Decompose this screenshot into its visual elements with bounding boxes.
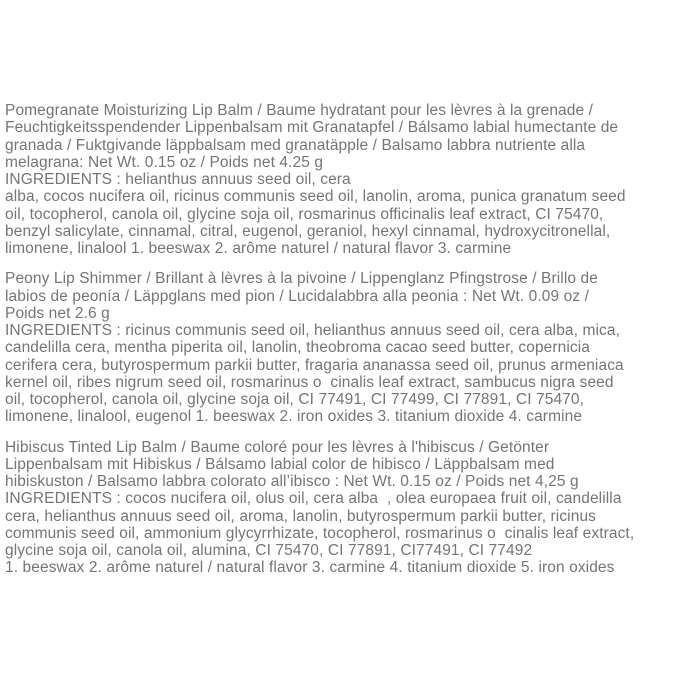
text-line: melagrana: Net Wt. 0.15 oz / Poids net 4.25 g — [5, 153, 324, 171]
text-line: cera, helianthus annuus seed oil, aroma, lanolin, butyrospermum parkii butter, ricinus — [5, 507, 597, 525]
text-line: alba, cocos nucifera oil, ricinus communis seed oil, lanolin, aroma, punica granatum seed — [5, 188, 626, 206]
product-label-hibiscus-tinted-lip-balm — [5, 439, 679, 577]
text-line: INGREDIENTS : cocos nucifera oil, olus oil, cera alba , olea europaea fruit oil, candelilla — [5, 490, 622, 508]
text-line: Lippenbalsam mit Hibiskus / Bálsamo labial color de hibisco / Läppbalsam med — [5, 455, 555, 473]
text-line: Hibiscus Tinted Lip Balm / Baume coloré pour les lèvres à l'hibiscus / Getönter — [5, 438, 550, 456]
text-line: benzyl salicylate, cinnamal, citral, eugenol, geraniol, hexyl cinnamal, hydroxycitronellal, — [5, 222, 611, 240]
text-line: Peony Lip Shimmer / Brillant à lèvres à la pivoine / Lippenglanz Pfingstrose / Brillo de — [5, 270, 598, 288]
text-line: cerifera cera, butyrospermum parkii butter, fragaria ananassa seed oil, prunus armeniaca — [5, 356, 624, 374]
text-line: INGREDIENTS : helianthus annuus seed oil, cera — [5, 171, 351, 188]
text-line: labios de peonía / Läppglans med pion / Lucidalabbra alla peonia : Net Wt. 0.09 oz / — [5, 287, 590, 305]
text-line: Poids net 2.6 g — [5, 304, 110, 322]
text-line: Pomegranate Moisturizing Lip Balm / Baume hydratant pour les lèvres à la grenade / — [5, 102, 594, 119]
text-line: INGREDIENTS : ricinus communis seed oil, helianthus annuus seed oil, cera alba, mica, — [5, 322, 620, 339]
text-line: 1. beeswax 2. arôme naturel / natural flavor 3. carmine 4. titanium dioxide 5. iron oxides — [5, 559, 615, 577]
text-line: Feuchtigkeitsspendender Lippenbalsam mit Granatapfel / Bálsamo labial humectante de — [5, 119, 619, 137]
product-label-sheet — [5, 102, 679, 590]
text-line: granada / Fuktgivande läppbalsam med granatäpple / Balsamo labbra nutriente alla — [5, 136, 586, 154]
text-line: oil, tocopherol, canola oil, glycine soja oil, CI 77491, CI 77499, CI 77891, CI 75470, — [5, 391, 585, 408]
product-label-peony-lip-shimmer — [5, 270, 679, 425]
text-line: kernel oil, ribes nigrum seed oil, rosmarinus o cinalis leaf extract, sambucus nigra seed — [5, 373, 614, 391]
text-line: communis seed oil, ammonium glycyrrhizate, tocopherol, rosmarinus o cinalis leaf extract, — [5, 524, 635, 542]
text-line: limonene, linalool 1. beeswax 2. arôme naturel / natural flavor 3. carmine — [5, 240, 512, 257]
text-line: candelilla cera, mentha piperita oil, lanolin, theobroma cacao seed butter, copernicia — [5, 339, 591, 357]
text-line: limonene, linalool, eugenol 1. beeswax 2. iron oxides 3. titanium dioxide 4. carmine — [5, 408, 583, 426]
text-line: glycine soja oil, canola oil, alumina, CI 75470, CI 77891, CI77491, CI 77492 — [5, 542, 533, 559]
product-label-pomegranate-moisturizing-lip-balm — [5, 102, 679, 257]
text-line: oil, tocopherol, canola oil, glycine soja oil, rosmarinus officinalis leaf extract, CI 75470, — [5, 205, 604, 223]
text-line: hibiskuston / Balsamo labbra colorato all’ibisco : Net Wt. 0.15 oz / Poids net 4,25 g — [5, 473, 579, 490]
